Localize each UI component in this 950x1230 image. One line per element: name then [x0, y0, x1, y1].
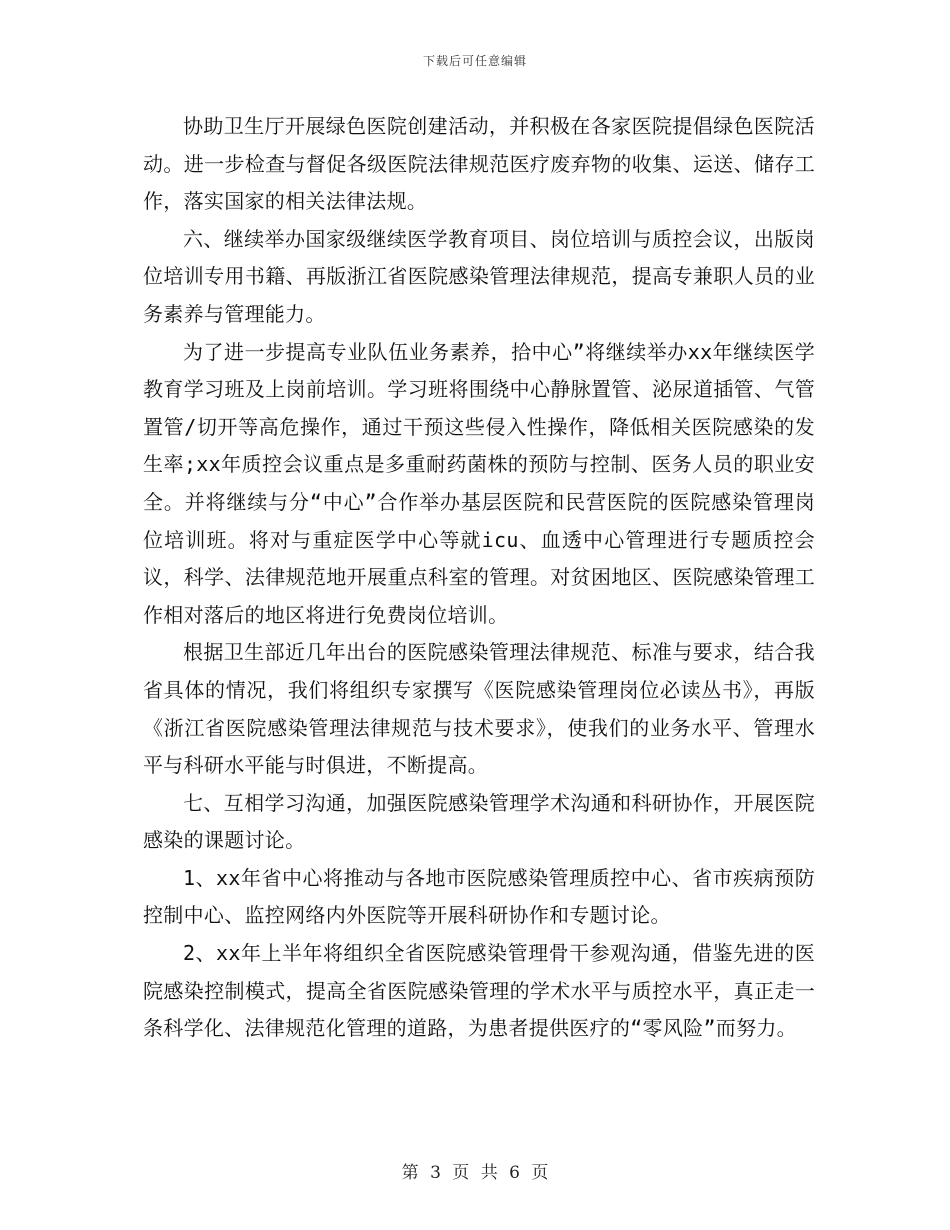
paragraph-training-plan: 为了进一步提高专业队伍业务素养，拾中心”将继续举办xx年继续医学教育学习班及上岗前培训。学习班将围绕中心静脉置管、泌尿道插管、气管置管/切开等高危操作，通过干预这些侵入性操作，降低相关医院感染的发生率;xx年质控会议重点是多重耐药菌株的预防与控制、医务人员的职业安全。并将继续与分“中心”合作举办基层医院和民营医院的医院感染管理岗位培训班。将对与重症医学中心等就icu、血透中心管理进行专题质控会议，科学、法律规范地开展重点科室的管理。对贫困地区、医院感染管理工作相对落后的地区将进行免费岗位培训。	[143, 339, 815, 627]
paragraph-item-one: 1、xx年省中心将推动与各地市医院感染管理质控中心、省市疾病预防控制中心、监控网络内外医院等开展科研协作和专题讨论。	[143, 865, 815, 928]
paragraph-green-hospital: 协助卫生厅开展绿色医院创建活动，并积极在各家医院提倡绿色医院活动。进一步检查与督促各级医院法律规范医疗废弃物的收集、运送、储存工作，落实国家的相关法律法规。	[143, 114, 815, 214]
page-header-note: 下载后可任意编辑	[422, 54, 527, 68]
document-body	[143, 108, 815, 1048]
paragraph-section-seven: 七、互相学习沟通，加强医院感染管理学术沟通和科研协作，开展医院感染的课题讨论。	[143, 790, 815, 853]
paragraph-section-six: 六、继续举办国家级继续医学教育项目、岗位培训与质控会议，出版岗位培训专用书籍、再版浙江省医院感染管理法律规范，提高专兼职人员的业务素养与管理能力。	[143, 226, 815, 326]
paragraph-book-series: 根据卫生部近几年出台的医院感染管理法律规范、标准与要求，结合我省具体的情况，我们将组织专家撰写《医院感染管理岗位必读丛书》，再版《浙江省医院感染管理法律规范与技术要求》，使我们的业务水平、管理水平与科研水平能与时俱进，不断提高。	[143, 640, 815, 778]
page-number-footer: 第 3 页 共 6 页	[401, 1163, 549, 1183]
paragraph-item-two: 2、xx年上半年将组织全省医院感染管理骨干参观沟通，借鉴先进的医院感染控制模式，提高全省医院感染管理的学术水平与质控水平，真正走一条科学化、法律规范化管理的道路，为患者提供医疗的“零风险”而努力。	[143, 941, 815, 1041]
